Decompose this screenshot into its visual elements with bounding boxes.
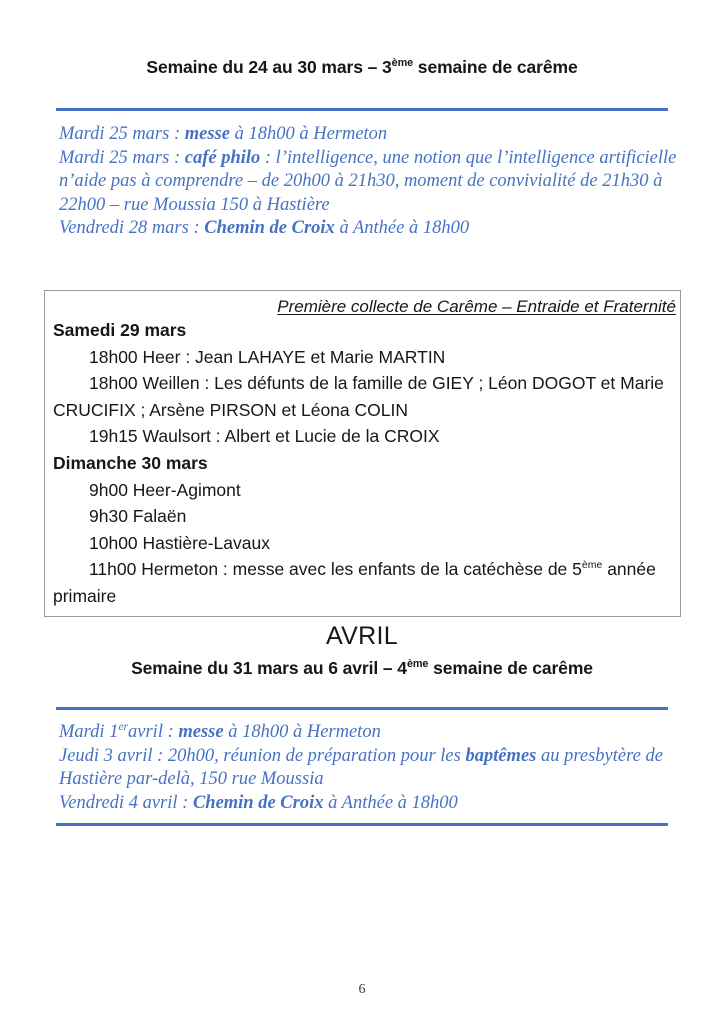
april-events-block <box>59 721 679 815</box>
april-event-1-strong: messe <box>178 722 224 742</box>
march-event-2-lead: Mardi 25 mars : <box>59 147 185 168</box>
april-event-2-lead: Jeudi 3 avril : 20h00, réunion de préparation pour les <box>59 745 466 766</box>
mass-entry-catechesis-suffix: année primaire <box>53 559 656 606</box>
april-event-2 <box>59 745 679 792</box>
march-events-block <box>59 123 679 241</box>
april-week-title <box>0 658 724 679</box>
april-event-1-lead-tail: avril : <box>128 722 179 742</box>
april-week-title-prefix: Semaine du 31 mars au 6 avril – 4 <box>131 658 407 678</box>
april-week-title-suffix: semaine de carême <box>428 658 593 678</box>
march-event-3-lead: Vendredi 28 mars : <box>59 218 205 238</box>
day-heading-sunday: Dimanche 30 mars <box>53 452 208 473</box>
march-week-title-prefix: Semaine du 24 au 30 mars – 3 <box>146 57 392 77</box>
april-event-2-strong: baptêmes <box>465 745 537 766</box>
april-event-3-lead: Vendredi 4 avril : <box>59 792 193 813</box>
march-event-1-strong: messe <box>184 124 230 144</box>
april-rule-bottom <box>56 823 668 826</box>
march-week-title <box>0 57 724 78</box>
april-week-title-superscript: ème <box>406 658 429 671</box>
april-event-1 <box>59 721 679 745</box>
march-week-title-superscript: ème <box>391 57 414 70</box>
april-event-3-strong: Chemin de Croix <box>192 792 324 813</box>
mass-entry-catechesis-prefix: 11h00 Hermeton : messe avec les enfants de la catéchèse de 5 <box>89 559 582 580</box>
march-event-3-strong: Chemin de Croix <box>204 218 335 238</box>
march-event-2-rest: : l’intelligence, une notion que l’intelligence artificielle n’aide pas à comprendre – de 20h00 à 21h30, moment de convivialité de 21h30 à 22h00 – rue Moussia 150 à Hastière <box>59 147 677 215</box>
mass-entry: 9h00 Heer-Agimont <box>89 479 241 500</box>
april-event-2-rest: au presbytère de Hastière par-delà, 150 rue Moussia <box>59 745 663 789</box>
mass-entry: 18h00 Weillen : Les défunts de la famille de GIEY ; Léon DOGOT et Marie CRUCIFIX ; Arsène PIRSON et Léona COLIN <box>53 373 664 420</box>
day-heading-saturday: Samedi 29 mars <box>53 320 187 340</box>
april-event-1-rest: à 18h00 à Hermeton <box>223 722 381 742</box>
mass-entry: 19h15 Waulsort : Albert et Lucie de la CROIX <box>89 426 440 447</box>
april-event-1-superscript: er <box>118 720 129 733</box>
page-number: 6 <box>358 982 366 997</box>
march-event-3-rest: à Anthée à 18h00 <box>334 218 470 238</box>
mass-entry-catechesis-superscript: ème <box>581 559 603 572</box>
march-week-title-suffix: semaine de carême <box>413 57 578 77</box>
april-rule-top <box>56 707 668 710</box>
month-title-april: AVRIL <box>326 622 398 650</box>
collection-box-title: Première collecte de Carême – Entraide et Fraternité <box>277 297 676 316</box>
march-event-3 <box>59 217 679 241</box>
collection-box <box>44 290 681 617</box>
mass-entry: 9h30 Falaën <box>89 506 187 527</box>
march-event-2-strong: café philo <box>184 147 261 168</box>
april-event-3 <box>59 792 679 816</box>
april-event-3-rest: à Anthée à 18h00 <box>323 792 458 813</box>
march-event-1-rest: à 18h00 à Hermeton <box>229 124 388 144</box>
mass-entry-catechesis <box>53 556 676 609</box>
march-rule-top <box>56 108 668 111</box>
march-event-2 <box>59 147 679 218</box>
mass-entry: 18h00 Heer : Jean LAHAYE et Marie MARTIN <box>89 346 446 367</box>
april-event-1-lead: Mardi 1 <box>59 722 119 742</box>
mass-entry: 10h00 Hastière-Lavaux <box>89 532 270 553</box>
collection-box-body <box>45 317 680 610</box>
march-event-1-lead: Mardi 25 mars : <box>59 124 185 144</box>
march-event-1 <box>59 123 679 147</box>
